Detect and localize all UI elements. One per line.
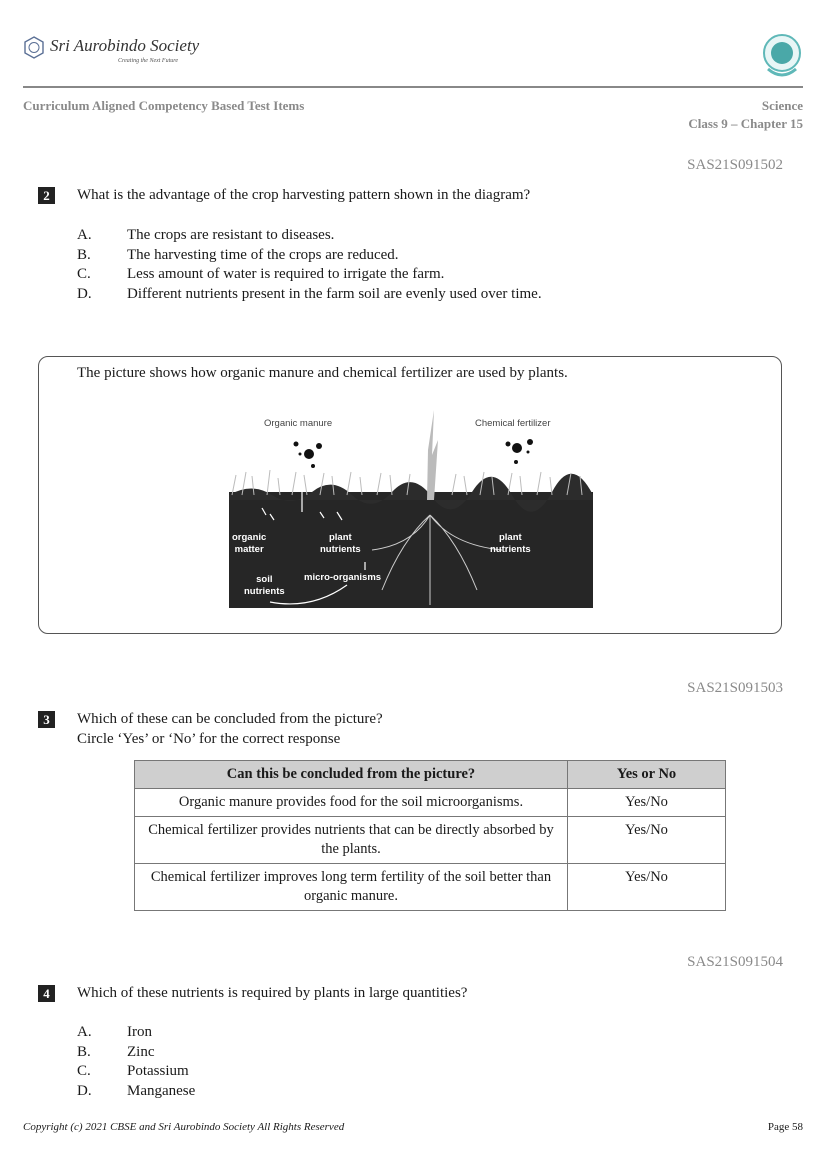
- table-row: Chemical fertilizer improves long term fertility of the soil better than organic manure. Yes/No: [135, 864, 726, 911]
- option: A. Iron: [77, 1024, 152, 1040]
- label-organic-manure: Organic manure: [264, 418, 333, 429]
- option: B. The harvesting time of the crops are reduced.: [77, 247, 399, 263]
- item-code: SAS21S091503: [687, 680, 783, 696]
- label-soil-nutrients: soil nutrients: [244, 574, 285, 597]
- question-number: 3: [38, 711, 55, 728]
- table-row: Chemical fertilizer provides nutrients that can be directly absorbed by the plants. Yes/No: [135, 817, 726, 864]
- question-text: What is the advantage of the crop harvesting pattern shown in the diagram?: [77, 187, 531, 203]
- label-plant-nutrients-right: plant nutrients: [490, 532, 531, 555]
- label-chemical-fertilizer: Chemical fertilizer: [475, 418, 551, 429]
- logo-emblem-icon: [23, 34, 47, 62]
- option: C. Potassium: [77, 1063, 189, 1079]
- logo-text: Sri Aurobindo Society: [50, 36, 200, 55]
- label-organic-matter: organic matter: [232, 532, 267, 555]
- label-micro-organisms: micro-organisms: [304, 572, 382, 583]
- question-number: 4: [38, 985, 55, 1002]
- cbse-seal: [762, 33, 802, 81]
- option: D. Different nutrients present in the farm soil are evenly used over time.: [77, 286, 542, 302]
- page-number: Page 58: [767, 1121, 803, 1133]
- question-text: Which of these nutrients is required by plants in large quantities?: [77, 985, 468, 1001]
- table-row: Organic manure provides food for the soil microorganisms. Yes/No: [135, 789, 726, 817]
- subject-info: [688, 98, 803, 132]
- stimulus-text: The picture shows how organic manure and chemical fertilizer are used by plants.: [77, 365, 568, 381]
- fertilizer-diagram: [212, 400, 608, 622]
- subject: Science: [761, 98, 803, 113]
- option: D. Manganese: [77, 1083, 196, 1099]
- question-instruction: Circle ‘Yes’ or ‘No’ for the correct response: [77, 731, 341, 747]
- label-plant-nutrients: plant nutrients: [320, 532, 361, 555]
- question-text: Which of these can be concluded from the picture?: [77, 711, 383, 727]
- class-chapter: Class 9 – Chapter 15: [688, 116, 803, 131]
- item-code: SAS21S091504: [687, 954, 783, 970]
- option: C. Less amount of water is required to irrigate the farm.: [77, 266, 445, 282]
- option: A. The crops are resistant to diseases.: [77, 227, 335, 243]
- header-divider: [23, 86, 803, 88]
- document-title: Curriculum Aligned Competency Based Test Items: [23, 98, 305, 113]
- option: B. Zinc: [77, 1044, 155, 1060]
- logo-tagline: Creating the Next Future: [118, 58, 179, 64]
- question-number: 2: [38, 187, 55, 204]
- cbse-seal-icon: [762, 33, 802, 81]
- item-code: SAS21S091502: [687, 157, 783, 173]
- copyright: Copyright (c) 2021 CBSE and Sri Aurobindo Society All Rights Reserved: [23, 1121, 345, 1133]
- sri-aurobindo-logo: [23, 34, 223, 74]
- conclusion-table: Can this be concluded from the picture? Yes or No Organic manure provides food for the soil microorganisms. Yes/No Chemical fertilizer provides nutrients that can be directly absorbed by the plants. Yes/No Chemical fertilizer improves long term fertility of the soil better than organic manure. Yes/No: [134, 760, 726, 911]
